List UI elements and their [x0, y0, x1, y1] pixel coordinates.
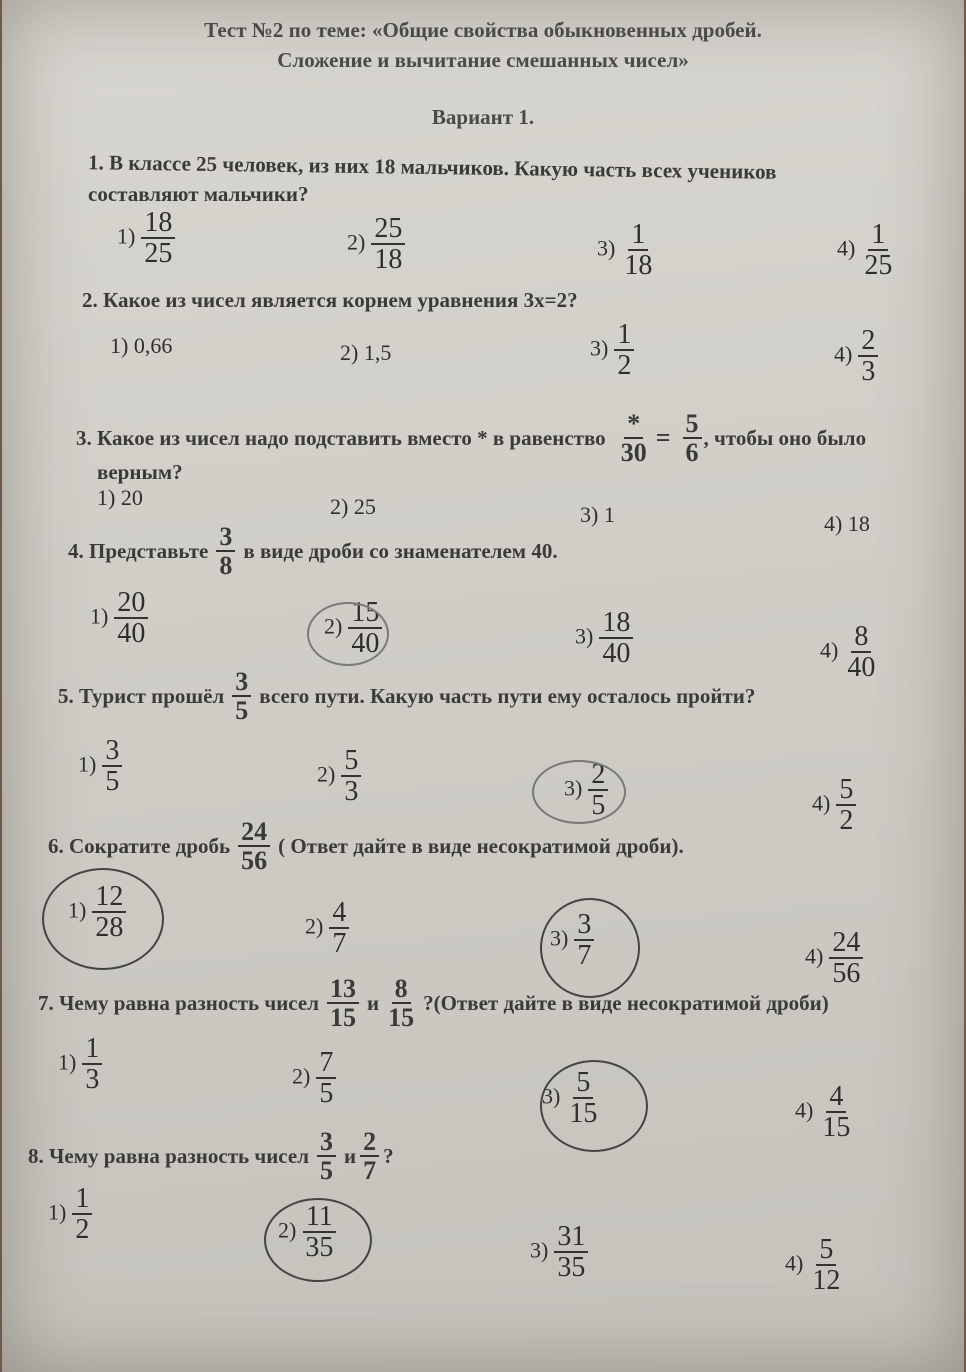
q6-option-2: 2) $\frac{4}{7}$	[305, 898, 349, 959]
pencil-circle-q4	[307, 602, 389, 666]
q7-fraction-b: $\frac{8}{15}$	[388, 974, 415, 1033]
q8-fraction-a: $\frac{3}{5}$	[317, 1128, 336, 1185]
q1-option-2: 2) $\frac{25}{18}$	[347, 214, 405, 275]
test-subtitle: Сложение и вычитание смешанных чисел»	[277, 48, 689, 72]
q8-option-2: 2) $\frac{11}{35}$	[278, 1202, 336, 1263]
q1-text: 1. В классе 25 человек, из них 18 мальчиков. Какую часть всех учеников	[87, 150, 777, 184]
q5-option-1: 1) $\frac{3}{5}$	[78, 736, 122, 797]
q7-option-3: 3) $\frac{5}{15}$	[542, 1067, 598, 1130]
q3-option-4: 4) 18	[824, 511, 870, 536]
q2-option-4: 4) $\frac{2}{3}$	[834, 326, 878, 387]
q1-text-cont: составляют мальчики?	[88, 182, 309, 206]
q5-fraction: $\frac{3}{5}$	[232, 668, 251, 725]
q2-option-3: 3) $\frac{1}{2}$	[590, 320, 634, 381]
q4-option-3: 3) $\frac{18}{40}$	[575, 608, 633, 669]
q5-option-4: 4) $\frac{5}{2}$	[812, 775, 856, 836]
q4-text: 4. Представьте $\frac{3}{8}$ в виде дроби со знаменателем 40.	[68, 522, 558, 581]
q2-option-1: 1) 0,66	[110, 333, 173, 358]
q5-option-3: 3) $\frac{2}{5}$	[564, 760, 608, 821]
q6-fraction: $\frac{24}{56}$	[238, 818, 270, 875]
q4-option-2: 2) $\frac{15}{40}$	[324, 598, 382, 659]
q8-text: 8. Чему равна разность чисел $\frac{3}{5}$ и $\frac{2}{7}$ ?	[28, 1127, 394, 1186]
q6-option-1: 1) $\frac{12}{28}$	[68, 882, 126, 943]
pencil-circle-q8	[264, 1198, 372, 1282]
q4-option-1: 1) $\frac{20}{40}$	[90, 588, 148, 649]
q2-text: 2. Какое из чисел является корнем уравнения 3x=2?	[82, 288, 578, 312]
pencil-circle-q6-option-3	[540, 898, 640, 998]
q7-text: 7. Чему равна разность чисел $\frac{13}{15}$ и $\frac{8}{15}$ ?(Ответ дайте в виде несократимой дроби)	[38, 974, 829, 1033]
q3-option-3: 3) 1	[580, 502, 615, 527]
q3-text-cont: верным?	[97, 460, 183, 484]
q7-fraction-a: $\frac{13}{15}$	[327, 975, 359, 1032]
q6-text: 6. Сократите дробь $\frac{24}{56}$ ( Ответ дайте в виде несократимой дроби).	[48, 817, 684, 876]
q7-option-1: 1) $\frac{1}{3}$	[58, 1034, 102, 1095]
q3-text: 3. Какое из чисел надо подставить вместо * в равенство $\frac{*}{30}$ = $\frac{5}{6}$ , чтобы оно было	[76, 409, 867, 468]
q2-option-2: 2) 1,5	[340, 340, 392, 365]
q7-option-4: 4) $\frac{4}{15}$	[795, 1081, 851, 1144]
q3-lhs-fraction: $\frac{*}{30}$	[620, 409, 647, 468]
q6-option-4: 4) $\frac{24}{56}$	[805, 928, 863, 989]
q5-option-2: 2) $\frac{5}{3}$	[317, 746, 361, 807]
q1-option-3: 3) $\frac{1}{18}$	[597, 219, 653, 282]
q6-option-3: 3) $\frac{3}{7}$	[550, 910, 594, 971]
q3-rhs-fraction: $\frac{5}{6}$	[683, 410, 702, 467]
pencil-circle-q7	[540, 1060, 648, 1152]
q8-option-1: 1) $\frac{1}{2}$	[48, 1184, 92, 1245]
q1-option-1: 1) $\frac{18}{25}$	[117, 208, 175, 269]
q3-option-1: 1) 20	[97, 485, 143, 510]
test-sheet	[2, 0, 964, 1372]
q8-option-4: 4) $\frac{5}{12}$	[785, 1234, 841, 1297]
q7-option-2: 2) $\frac{7}{5}$	[292, 1048, 336, 1109]
q8-option-3: 3) $\frac{31}{35}$	[530, 1222, 588, 1283]
pencil-circle-q5	[532, 760, 626, 824]
q8-fraction-b: $\frac{2}{7}$	[360, 1128, 379, 1185]
q4-fraction: $\frac{3}{8}$	[216, 523, 235, 580]
variant-label: Вариант 1.	[431, 105, 535, 129]
q1-option-4: 4) $\frac{1}{25}$	[837, 219, 893, 282]
q3-option-2: 2) 25	[330, 494, 376, 519]
pencil-circle-q6-option-1	[42, 868, 164, 970]
q4-option-4: 4) $\frac{8}{40}$	[820, 621, 876, 684]
q5-text: 5. Турист прошёл $\frac{3}{5}$ всего пути. Какую часть пути ему осталось пройти?	[58, 667, 756, 726]
test-title: Тест №2 по теме: «Общие свойства обыкновенных дробей.	[204, 18, 762, 42]
